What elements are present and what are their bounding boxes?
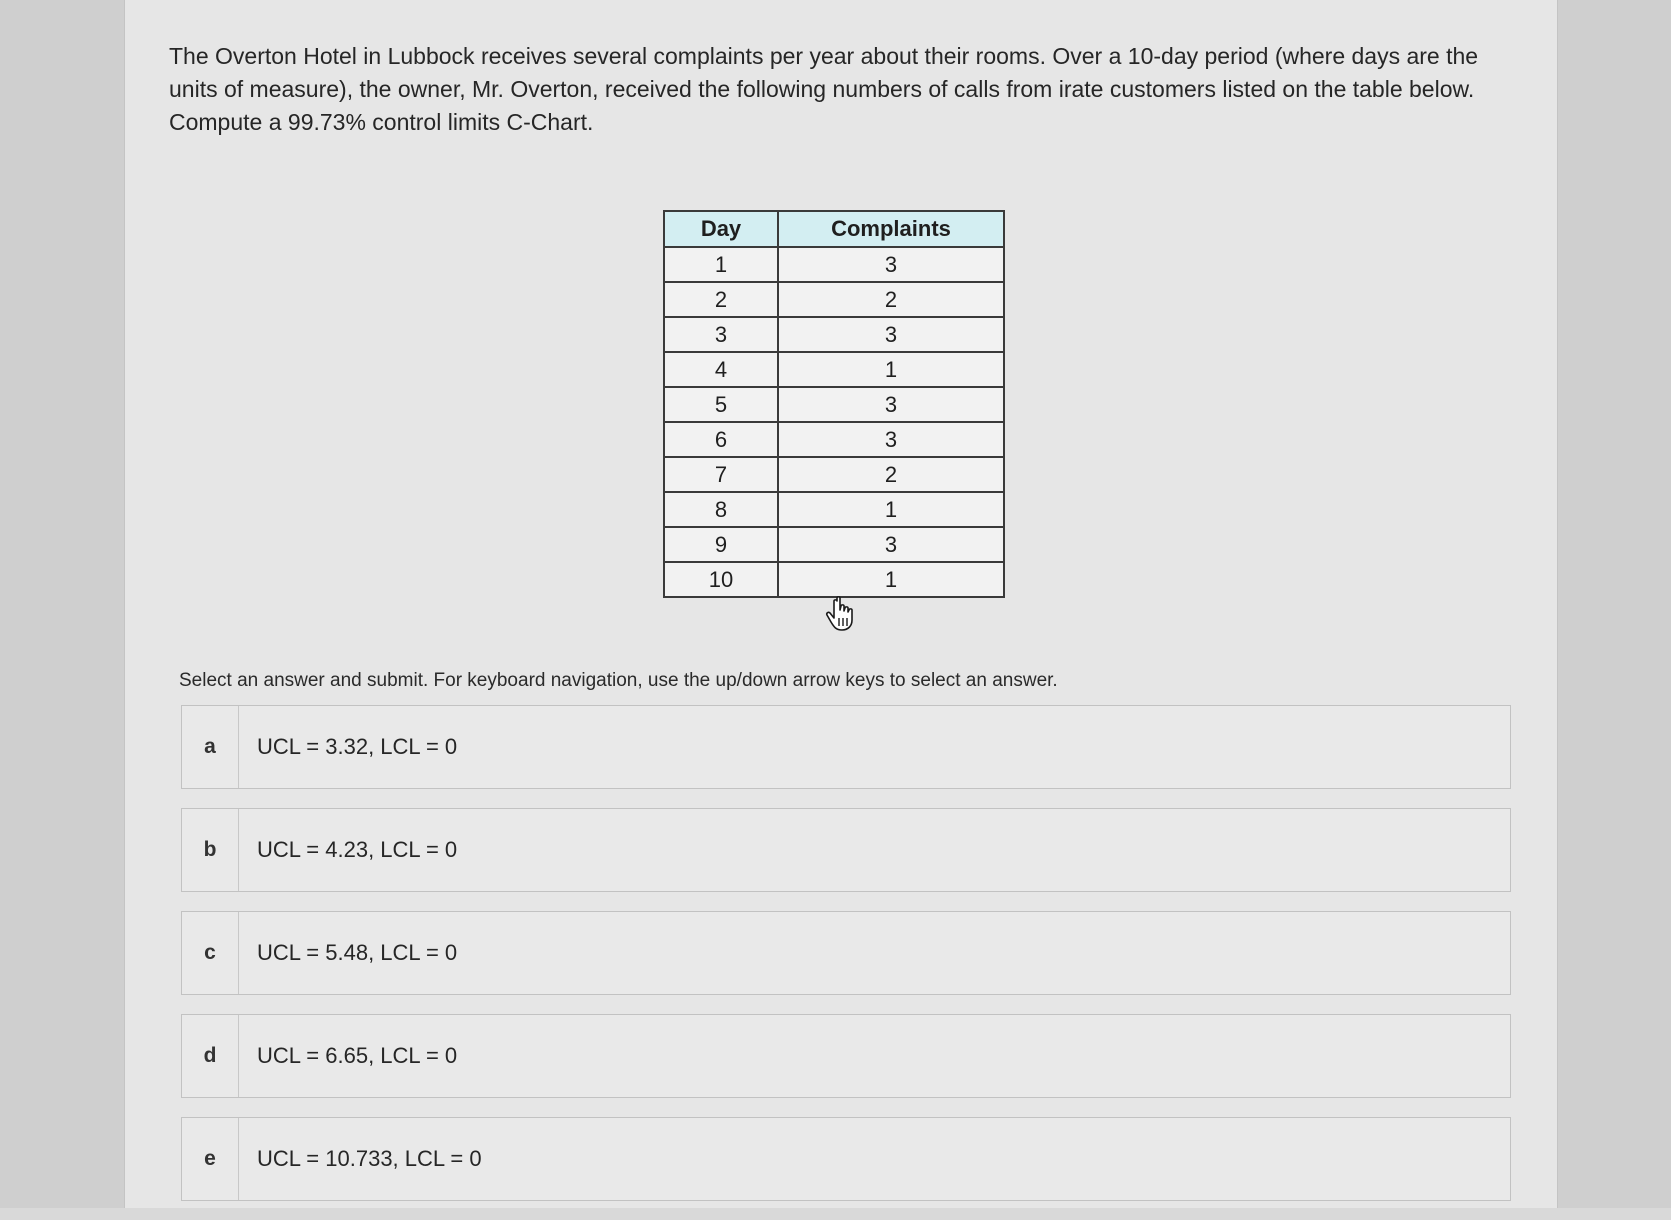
option-letter: e [182,1118,239,1200]
option-letter: c [182,912,239,994]
option-text: UCL = 10.733, LCL = 0 [257,1146,482,1171]
table-row [664,282,1004,317]
complaints-cell: 3 [778,317,1004,352]
table-row [664,387,1004,422]
day-cell: 3 [664,317,778,352]
day-cell: 10 [664,562,778,597]
right-margin [1556,0,1671,1208]
table-row [664,562,1004,597]
table-row [664,527,1004,562]
table-header-row [664,211,1004,247]
table-row [664,457,1004,492]
header-day: Day [664,211,778,247]
day-cell: 1 [664,247,778,282]
answer-option-e[interactable] [181,1117,1511,1201]
answer-options [181,705,1511,1220]
answer-option-d[interactable] [181,1014,1511,1098]
complaints-cell: 3 [778,422,1004,457]
instructions-text: Select an answer and submit. For keyboard navigation, use the up/down arrow keys to select an answer. [179,670,1058,691]
day-cell: 2 [664,282,778,317]
option-letter: b [182,809,239,891]
option-text: UCL = 3.32, LCL = 0 [257,734,458,759]
complaints-cell: 3 [778,247,1004,282]
day-cell: 7 [664,457,778,492]
question-page [124,0,1558,1208]
day-cell: 4 [664,352,778,387]
table-row [664,492,1004,527]
complaints-cell: 3 [778,387,1004,422]
table-row [664,422,1004,457]
question-text: The Overton Hotel in Lubbock receives several complaints per year about their rooms. Over a 10-day period (where days are the units of measure), the owner, Mr. Overton, received the following numbers of calls from irate customers listed on the table below. Compute a 99.73% control limits C-Chart. [169,43,1479,135]
day-cell: 5 [664,387,778,422]
option-letter: d [182,1015,239,1097]
complaints-cell: 2 [778,282,1004,317]
complaints-cell: 3 [778,527,1004,562]
header-complaints: Complaints [778,211,1004,247]
day-cell: 8 [664,492,778,527]
answer-option-a[interactable] [181,705,1511,789]
option-letter: a [182,706,239,788]
complaints-cell: 1 [778,492,1004,527]
complaints-cell: 1 [778,562,1004,597]
complaints-table [663,210,1005,598]
complaints-cell: 1 [778,352,1004,387]
hand-pointer-icon [825,596,859,632]
answer-option-b[interactable] [181,808,1511,892]
option-text: UCL = 5.48, LCL = 0 [257,940,458,965]
answer-option-c[interactable] [181,911,1511,995]
option-text: UCL = 4.23, LCL = 0 [257,837,458,862]
complaints-cell: 2 [778,457,1004,492]
table-row [664,352,1004,387]
day-cell: 6 [664,422,778,457]
table-row [664,317,1004,352]
option-text: UCL = 6.65, LCL = 0 [257,1043,458,1068]
left-margin [0,0,124,1208]
day-cell: 9 [664,527,778,562]
table-row [664,247,1004,282]
